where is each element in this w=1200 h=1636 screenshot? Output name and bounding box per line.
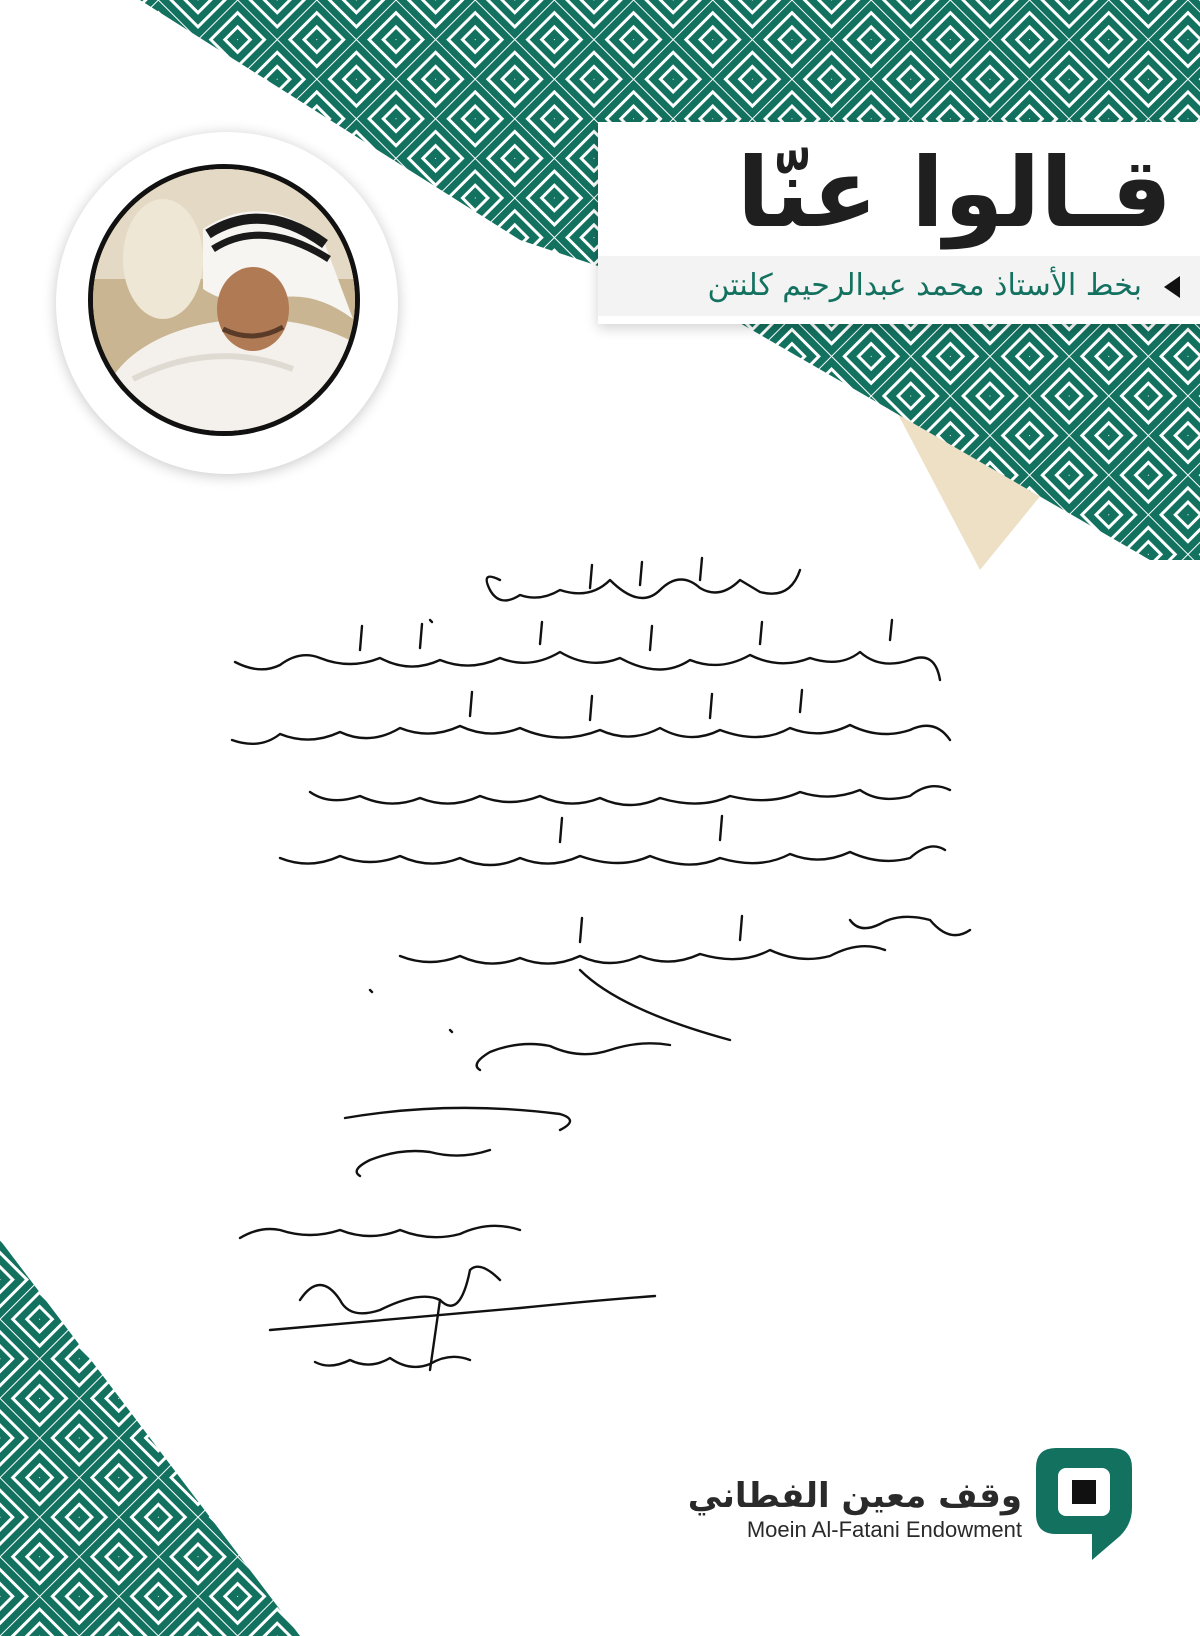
handwritten-letter [0,540,1200,1460]
portrait-photo [88,164,360,436]
page-title: قـالوا عنّا [736,137,1172,249]
subtitle: بخط الأستاذ محمد عبدالرحيم كلنتن [707,268,1142,303]
logo-name-arabic: وقف معين الفطاني [687,1476,1022,1516]
title-card [598,122,1200,324]
subtitle-bar [598,256,1200,316]
person-photo-icon [93,169,360,436]
logo-name-english: Moein Al-Fatani Endowment [746,1517,1022,1542]
play-arrow-icon [1164,276,1180,298]
logo-mark-icon [1036,1448,1132,1560]
